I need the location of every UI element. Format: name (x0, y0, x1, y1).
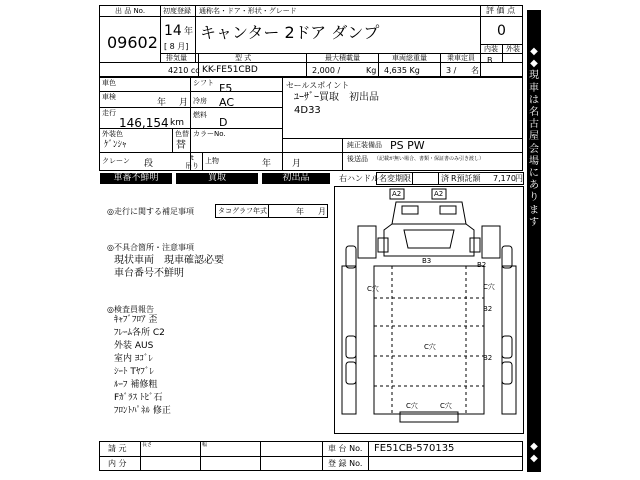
truck-diagram (334, 186, 524, 434)
divider (322, 441, 323, 471)
capacity: 3 / (446, 66, 457, 75)
uwamono-year: 年 (262, 159, 272, 169)
max-load-unit: Kg (366, 66, 377, 75)
divider (306, 53, 307, 77)
divider (440, 53, 441, 77)
shift-label: シフト (193, 79, 214, 87)
reg-year-unit: 年 (184, 27, 194, 37)
damage-mark: A2 (392, 190, 402, 198)
shaken-label: 車検 (102, 93, 116, 101)
sidebar-char: ◆ (530, 453, 538, 465)
damage-mark: B2 (477, 261, 487, 269)
divider (200, 441, 201, 471)
damage-mark: C穴 (440, 402, 452, 410)
sidebar-char: に (529, 168, 539, 179)
damage-mark: B2 (483, 305, 493, 313)
damage-mark: C穴 (424, 343, 436, 351)
score: 0 (497, 23, 506, 39)
sidebar-char: す (529, 216, 539, 228)
divider (438, 172, 439, 185)
score-label: 評 価 点 (486, 6, 516, 15)
inspector-line: ﾌﾚｰﾑ各所 C2 (114, 328, 165, 338)
divider (99, 456, 523, 457)
uwamono-month: 月 (292, 159, 302, 169)
sidebar-char: り (529, 192, 539, 204)
recycle-status: 済 (441, 174, 449, 183)
model-label: 型 式 (235, 54, 252, 62)
sidebar-char: 会 (529, 143, 539, 155)
sidebar-char: 屋 (529, 131, 539, 143)
car-name: キャンター 2ドア ダンプ (200, 23, 380, 42)
fuel-label: 燃料 (193, 111, 207, 119)
recycle-amount: 7,170 (493, 174, 516, 183)
crane-label: クレーン (102, 157, 130, 165)
recycle-unit: 円 (515, 174, 523, 183)
divider (172, 128, 173, 152)
tacho-label: タコグラフ年式 (218, 207, 267, 215)
divider (368, 441, 369, 471)
inspector-label: ◎検査員報告 (107, 305, 154, 314)
sidebar-char: 名 (529, 107, 539, 118)
equipment-label: 純正装備品 (347, 141, 382, 149)
chassis-no: FE51CB-570135 (374, 443, 455, 454)
divider (99, 62, 523, 63)
color-no-label: カラーNo. (193, 130, 226, 138)
sidebar-char: 現 (529, 70, 539, 82)
badge-kaitori: 買取 (176, 173, 258, 184)
name-change-label: 名変期限 (379, 174, 411, 183)
damage-mark: C穴 (367, 285, 379, 293)
fuel: D (219, 116, 228, 129)
listing-no-label: 出 品 No. (115, 7, 146, 15)
footer-small-b: 幅 (202, 442, 208, 448)
color-label: 車色 (102, 79, 116, 87)
outer-color-label: 外装色 (102, 130, 123, 138)
shaken-year: 年 (157, 98, 167, 108)
equipment-value: PS PW (390, 139, 425, 152)
sidebar-char: あ (529, 180, 539, 192)
inspector-line: ﾌﾛﾝﾄﾊﾟﾈﾙ 修正 (114, 406, 171, 416)
listing-no: 09602 (107, 33, 158, 52)
crane-tsuri-top: t (191, 154, 194, 162)
divider (99, 152, 523, 153)
mileage-note-label: ◎走行に関する補足事項 (107, 207, 194, 216)
divider (268, 204, 269, 218)
divider (140, 441, 141, 471)
inspector-line: Fｶﾞﾗｽ ﾄﾋﾞ石 (114, 393, 163, 403)
max-load: 2,000 / (312, 66, 341, 75)
crane-dan: 段 (144, 159, 154, 169)
footer-small-a: 長さ (142, 442, 153, 448)
sales-point-label: セールスポイント (286, 81, 350, 90)
uwamono-label: 上物 (205, 157, 219, 165)
color-change: 替 (176, 140, 186, 151)
seiyo-label: 請 元 (108, 444, 127, 453)
sidebar-char: 場 (529, 155, 539, 167)
defect-line-2: 車台番号不鮮明 (114, 268, 184, 279)
damage-mark: A2 (434, 190, 444, 198)
recycle-r-label: R預託額 (451, 174, 481, 183)
handle-label: 右ハンドル (339, 174, 379, 183)
divider (99, 91, 282, 92)
reg-month: [ 8 月] (164, 42, 189, 51)
color-change-label: 色替 (175, 130, 189, 138)
capacity-unit: 名 (471, 66, 479, 75)
sales-point-line2: 4D33 (294, 105, 321, 116)
interior-label: 内装 (484, 45, 498, 53)
shaken-month: 月 (179, 98, 189, 108)
mileage: 146,154 (119, 116, 169, 130)
shift: F5 (219, 82, 233, 95)
chassis-label: 車 台 No. (328, 444, 363, 453)
inspector-line: ｼｰﾄ Tﾔﾌﾞﾚ (114, 367, 154, 377)
sidebar-char: ◆ (530, 58, 538, 70)
sidebar-char: ま (529, 204, 539, 216)
exterior-label: 外装 (506, 45, 520, 53)
inspector-line: ﾙｰﾌ 補修粗 (114, 380, 158, 390)
divider (342, 138, 343, 171)
outer-color: ｹﾞﾝｼｬ (104, 140, 127, 150)
inspector-line: 外装 AUS (114, 341, 154, 351)
badge-shaken-unknown: 車番不鮮明 (100, 173, 172, 184)
interior-grade: B (487, 56, 493, 65)
sidebar-char: ◆ (530, 441, 538, 452)
sidebar-char: は (529, 94, 539, 106)
divider (378, 53, 379, 77)
mileage-unit: km (170, 118, 184, 128)
recycle-goods-label: 後送品 (347, 155, 368, 163)
tacho-year: 年 (296, 207, 304, 216)
max-load-label: 最大積載量 (325, 54, 360, 62)
divider (99, 16, 480, 17)
damage-mark: B2 (483, 354, 493, 362)
damage-mark: B3 (422, 257, 432, 265)
gross-weight: 4,635 Kg (384, 66, 420, 75)
recycle-goods-note: （記載が無い場合、書類・保証書のみ引き渡し） (374, 156, 485, 162)
ac: AC (219, 96, 235, 109)
defect-line-1: 現状車両 現車確認必要 (114, 255, 224, 266)
gross-weight-label: 車両総重量 (392, 54, 427, 62)
divider (99, 107, 282, 108)
damage-mark: C穴 (483, 283, 495, 291)
reg-no-label: 登 録 No. (328, 459, 363, 468)
sidebar-char: ◆ (530, 46, 538, 57)
inspector-line: 室内 ﾖｺﾞﾚ (114, 354, 153, 364)
naiyo-label: 内 分 (108, 459, 127, 468)
sales-point-line1: ﾕｰｻﾞｰ買取 初出品 (294, 92, 379, 103)
ac-label: 冷房 (193, 97, 207, 105)
badge-shuppin: 初出品 (262, 173, 330, 184)
inspector-line: ｷｬﾌﾞﾌﾛｱ 歪 (114, 315, 158, 325)
divider (412, 172, 413, 185)
displacement: 4210 cc (168, 66, 200, 75)
divider (260, 441, 261, 471)
damage-mark: C穴 (406, 402, 418, 410)
car-name-label: 通称名・ドア・形状・グレード (199, 7, 297, 15)
crane-tsuri-bottom: 吊り (185, 162, 199, 170)
divider (480, 16, 523, 17)
sidebar-char: 車 (529, 82, 539, 94)
divider (282, 77, 283, 171)
displacement-label: 排気量 (166, 54, 187, 62)
reg-year: 14 (164, 23, 182, 39)
mileage-label: 走行 (102, 109, 116, 117)
sidebar-char: 古 (529, 119, 539, 131)
capacity-label: 乗車定員 (447, 54, 475, 62)
divider (202, 152, 203, 171)
divider (502, 44, 503, 62)
defect-label: ◎不具合箇所・注意事項 (107, 243, 194, 252)
model: KK-FE51CBD (202, 65, 258, 75)
tacho-month: 月 (318, 207, 326, 216)
first-reg-label: 初度登録 (163, 7, 191, 15)
